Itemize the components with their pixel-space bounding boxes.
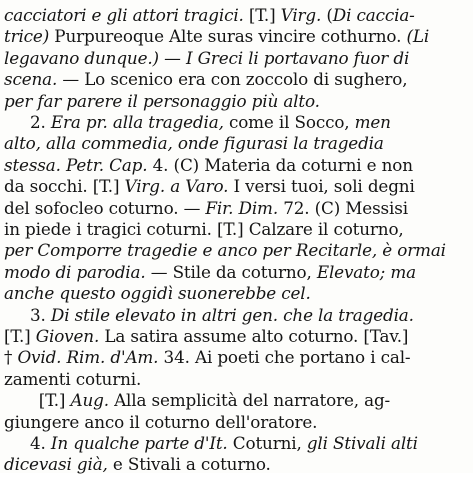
italic-text: cacciatori e gli attori tragici. — [4, 5, 249, 25]
italic-text: scena. — [4, 69, 63, 89]
roman-text: 2. — [30, 112, 51, 132]
roman-text: La satira assume alto coturno. [Tav.] — [104, 326, 409, 346]
italic-text: Aug. — [70, 390, 115, 410]
roman-text: ( — [326, 5, 333, 25]
italic-text: Era pr. alla tragedia, — [50, 112, 229, 132]
italic-text: Gioven. — [35, 326, 105, 346]
roman-text: 72. (C) Messisi — [283, 198, 408, 218]
roman-text: 4. — [30, 433, 51, 453]
italic-text: Virg. — [280, 5, 327, 25]
italic-text: Di stile elevato in altri gen. che la tragedia. — [50, 305, 414, 325]
roman-text: del sofocleo coturno. — — [4, 198, 206, 218]
italic-text: Di caccia- — [332, 5, 415, 25]
roman-text: da socchi. [T.] — [4, 176, 125, 196]
italic-text: Virg. a Varo. — [124, 176, 234, 196]
italic-text: dicevasi già, — [4, 454, 113, 474]
roman-text: Coturni, — [232, 433, 307, 453]
italic-text: per far parere il personaggio più alto. — [4, 91, 320, 111]
italic-text: trice) — [4, 26, 55, 46]
roman-text: — Lo scenico era con zoccolo di sughero, — [62, 69, 408, 89]
text-line — [0, 452, 473, 477]
roman-text: [T.] — [4, 326, 36, 346]
roman-text: e Stivali a coturno. — [112, 454, 271, 474]
roman-text: Alla semplicità del narratore, ag- — [114, 390, 391, 410]
italic-text: Elevato; ma — [316, 262, 416, 282]
italic-text: men — [354, 112, 391, 132]
roman-text: 4. (C) Materia da coturni e non — [152, 155, 413, 175]
roman-text: I versi tuoi, soli degni — [233, 176, 415, 196]
roman-text: † — [4, 347, 18, 367]
roman-text: — Stile da coturno, — [150, 262, 317, 282]
italic-text: In qualche parte d'It. — [50, 433, 233, 453]
italic-text: gli Stivali alti — [306, 433, 418, 453]
italic-text: modo di parodia. — [4, 262, 151, 282]
italic-text: stessa. Petr. Cap. — [4, 155, 153, 175]
roman-text: [T.] — [18, 390, 71, 410]
roman-text: giungere anco il coturno dell'oratore. — [4, 412, 318, 432]
roman-text: [T.] — [248, 5, 281, 25]
italic-text: Fir. Dim. — [205, 198, 284, 218]
italic-text: alto, alla commedia, onde figurasi la tragedia — [4, 133, 384, 153]
roman-text: in piede i tragici coturni. [T.] Calzare il coturno, — [4, 219, 404, 239]
italic-text: Ovid. Rim. d'Am. — [17, 347, 164, 367]
italic-text: per Comporre tragedie e anco per Recitarle, è ormai — [4, 240, 446, 260]
roman-text: 3. — [30, 305, 51, 325]
italic-text: (Li — [406, 26, 430, 46]
roman-text: Purpureoque Alte suras vincire cothurno. — [54, 26, 407, 46]
italic-text: legavano dunque.) — I Greci li portavano fuor di — [4, 48, 410, 68]
roman-text: 34. Ai poeti che portano i cal- — [163, 347, 411, 367]
roman-text: come il Socco, — [228, 112, 355, 132]
roman-text: zamenti coturni. — [4, 369, 142, 389]
italic-text: anche questo oggidì suonerebbe cel. — [4, 283, 311, 303]
